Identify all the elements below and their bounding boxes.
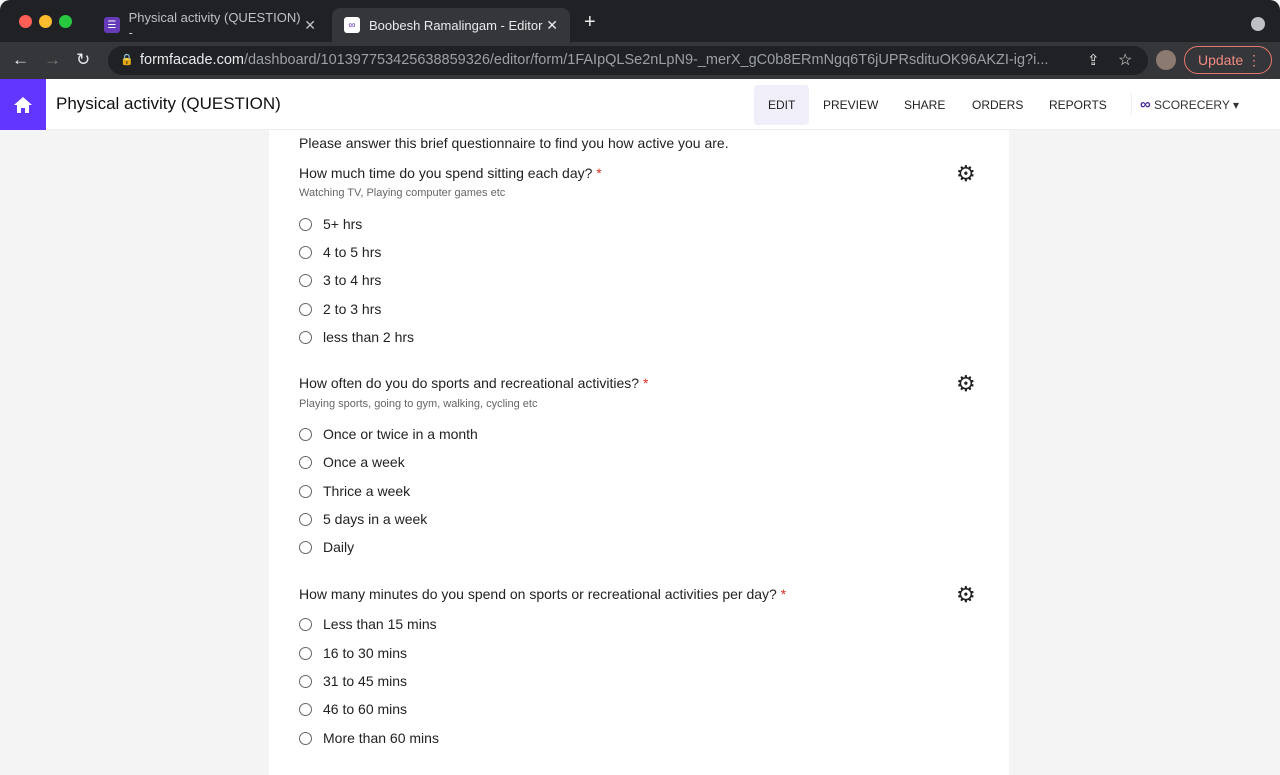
share-icon[interactable]: ⇪ xyxy=(1087,52,1100,69)
gear-icon[interactable]: ⚙ xyxy=(956,371,976,396)
radio-icon xyxy=(299,218,312,231)
back-icon[interactable]: ← xyxy=(12,50,29,69)
radio-option[interactable]: 5+ hrs xyxy=(299,216,362,232)
radio-option[interactable]: Daily xyxy=(299,539,354,555)
form-description: Please answer this brief questionnaire to find you how active you are. xyxy=(299,135,729,151)
gear-icon[interactable]: ⚙ xyxy=(956,582,976,607)
tab-preview[interactable]: PREVIEW xyxy=(823,98,879,112)
radio-option[interactable]: Once a week xyxy=(299,454,405,470)
gear-icon[interactable]: ⚙ xyxy=(956,161,976,186)
tab-edit[interactable]: EDIT xyxy=(754,85,809,125)
tab-search-icon[interactable] xyxy=(1251,17,1265,31)
question-title: How much time do you spend sitting each day? * xyxy=(299,165,602,181)
maximize-window-button[interactable] xyxy=(59,15,72,28)
browser-tab-bar xyxy=(0,0,1280,42)
question-help: Playing sports, going to gym, walking, cycling etc xyxy=(299,398,538,410)
form-title: Physical activity (QUESTION) xyxy=(56,94,281,113)
address-bar-row xyxy=(0,42,1280,79)
close-tab-icon[interactable]: ✕ xyxy=(304,16,316,33)
radio-option[interactable]: Less than 15 mins xyxy=(299,616,437,632)
bookmark-star-icon[interactable]: ☆ xyxy=(1118,52,1133,69)
tab-share[interactable]: SHARE xyxy=(904,98,946,112)
radio-option[interactable]: 16 to 30 mins xyxy=(299,645,407,661)
browser-tab-editor[interactable]: ∞ Boobesh Ramalingam - Editor ✕ xyxy=(332,8,570,42)
form-card xyxy=(269,130,1009,775)
reload-icon[interactable]: ↻ xyxy=(76,50,91,69)
radio-option[interactable]: 2 to 3 hrs xyxy=(299,301,381,317)
scorecery-logo-icon: ∞ xyxy=(1140,96,1151,113)
profile-avatar[interactable] xyxy=(1156,50,1176,70)
tab-orders[interactable]: ORDERS xyxy=(972,98,1024,112)
more-icon: ⋮ xyxy=(1247,52,1261,68)
home-icon xyxy=(13,96,33,114)
radio-option[interactable]: 3 to 4 hrs xyxy=(299,272,381,288)
forward-icon[interactable]: → xyxy=(44,50,61,69)
radio-option[interactable]: 46 to 60 mins xyxy=(299,701,407,717)
account-dropdown[interactable]: ∞ SCORECERY ▾ xyxy=(1140,96,1239,113)
radio-option[interactable]: More than 60 mins xyxy=(299,730,439,746)
tab-reports[interactable]: REPORTS xyxy=(1049,98,1107,112)
radio-option[interactable]: Thrice a week xyxy=(299,483,410,499)
forms-icon: ☰ xyxy=(104,17,120,33)
formfacade-icon: ∞ xyxy=(344,17,360,33)
radio-option[interactable]: 4 to 5 hrs xyxy=(299,244,381,260)
radio-option[interactable]: 5 days in a week xyxy=(299,511,427,527)
app-header xyxy=(0,79,1280,130)
home-button[interactable] xyxy=(0,79,46,130)
close-tab-icon[interactable]: ✕ xyxy=(546,16,558,33)
new-tab-button[interactable]: + xyxy=(584,11,596,33)
radio-option[interactable]: less than 2 hrs xyxy=(299,329,414,345)
browser-tab-form[interactable]: ☰ Physical activity (QUESTION) - ✕ xyxy=(92,8,328,42)
question-title: How often do you do sports and recreational activities? * xyxy=(299,375,649,391)
close-window-button[interactable] xyxy=(19,15,32,28)
lock-icon: 🔒 xyxy=(120,54,134,66)
minimize-window-button[interactable] xyxy=(39,15,52,28)
radio-option[interactable]: 31 to 45 mins xyxy=(299,673,407,689)
update-button[interactable]: Update ⋮ xyxy=(1184,46,1272,74)
question-help: Watching TV, Playing computer games etc xyxy=(299,187,506,199)
question-title: How many minutes do you spend on sports or recreational activities per day? * xyxy=(299,586,787,602)
radio-option[interactable]: Once or twice in a month xyxy=(299,426,478,442)
url-input[interactable]: formfacade.com/dashboard/101397753425638859326/editor/form/1FAIpQLSe2nLpN9-_merX_gC0b8ERmNgq6T6jUPRsdituOK96AKZI-ig?i... xyxy=(108,46,1148,75)
